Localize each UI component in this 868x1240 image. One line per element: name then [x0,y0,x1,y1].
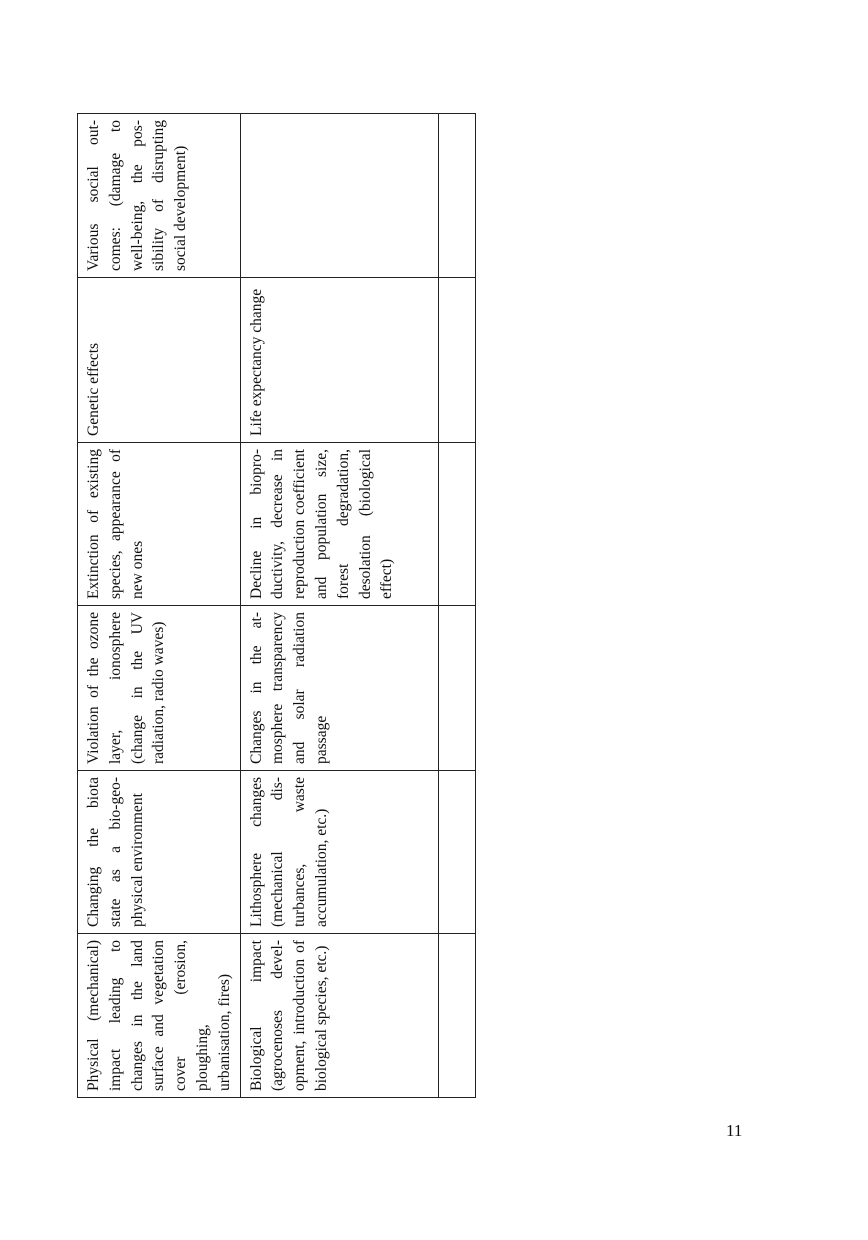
impact-table [77,113,476,1098]
table-row [438,114,475,1098]
table-row [240,114,438,1098]
table-cell: Lithosphere changes (mechanical disturbances, waste accumulation, etc.) [240,771,438,934]
table-cell: Various social outcomes: (damage to well-being, the possibility of disrupting social development) [78,114,241,278]
rotated-table-wrapper [77,114,450,1098]
table-row [78,114,241,1098]
rotated-table-frame [77,114,450,1098]
page-number: 11 [726,1121,743,1140]
table-cell: Violation of the ozone layer, ionosphere (change in the UV radiation, radio waves) [78,606,241,771]
table-cell-empty [438,934,475,1098]
table-cell: Extinction of existing species, appearance of new ones [78,443,241,606]
table-cell: Physical (mechanical) impact leading to changes in the land surface and vegetation cover (erosion, ploughing, urbanisation, fires) [78,934,241,1098]
table-cell: Life expectancy change [240,278,438,443]
table-cell-empty [438,278,475,443]
table-cell-empty [438,114,475,278]
table-cell-empty [438,771,475,934]
table-cell: Decline in bioproductivity, decrease in reproduction coefficient and population size, forest degradation, desolation (biological effect) [240,443,438,606]
table-cell: Changing the biota state as a bio-geophysical environment [78,771,241,934]
table-cell [240,114,438,278]
table-cell-empty [438,443,475,606]
table-cell-empty [438,606,475,771]
table-cell: Changes in the atmosphere transparency and solar radiation passage [240,606,438,771]
table-cell: Biological impact (agrocenoses development, introduction of biological species, etc.) [240,934,438,1098]
table-cell: Genetic effects [78,278,241,443]
